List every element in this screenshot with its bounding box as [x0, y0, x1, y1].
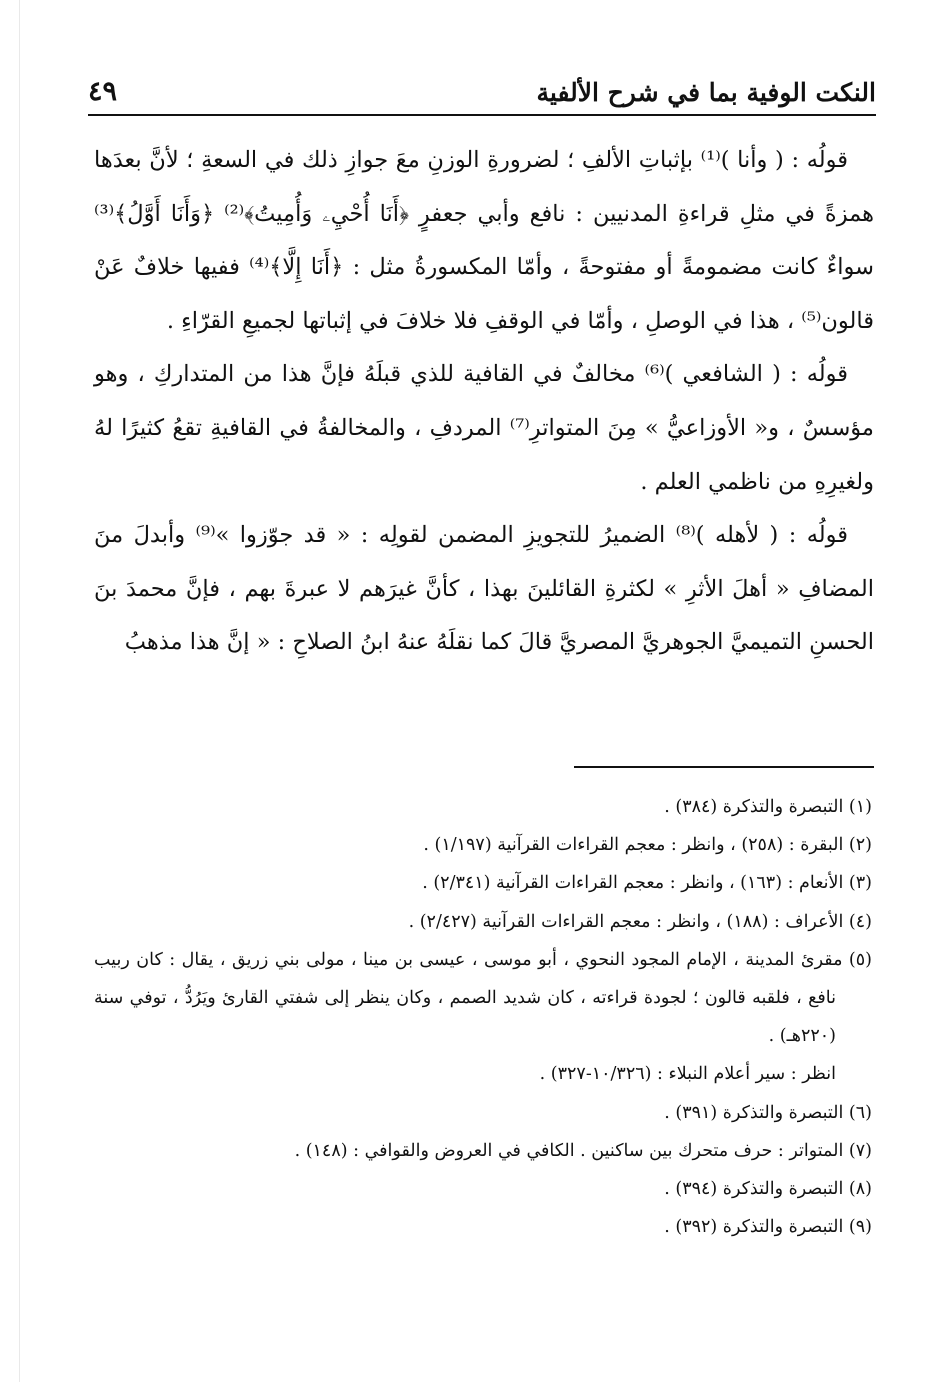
footnote-7: (٧) المتواتر : حرف متحرك بين ساكنين . الكافي في العروض والقوافي : (١٤٨) . [294, 1140, 872, 1161]
footnote-3: (٣) الأنعام : (١٦٣) ، وانظر : معجم القراءات القرآنية (٢/٣٤١) . [422, 873, 872, 894]
paragraph-wa-ana: قولُه : ( وأنا )⁽¹⁾ بإثباتِ الألفِ ؛ لضرورةِ الوزنِ معَ جوازِ ذلك في السعةِ ؛ لأنَّ بعدَها همزةً في مثلِ قراءةِ المدنيين : نافع وأبي جعفرٍ ﴿أَنَا أُحْيِۦ وَأُمِيتُ﴾⁽²⁾ ﴿وَأَنَا أَوَّلُ﴾⁽³⁾ سواءٌ كانت مضمومةً أو مفتوحةً ، وأمّا المكسورةُ مثل : ﴿أَنَا إِلَّا﴾⁽⁴⁾ ففيها خلافٌ عَنْ قالون⁽⁵⁾ ، هذا في الوصلِ ، وأمّا في الوقفِ فلا خلافَ في إثباتها لجميعِ القرّاءِ . [94, 147, 874, 334]
footnote-2: (٢) البقرة : (٢٥٨) ، وانظر : معجم القراءات القرآنية (١/١٩٧) . [423, 835, 872, 856]
footnote-5-reference: انظر : سير أعلام النبلاء : (١٠/٣٢٦-٣٢٧) . [539, 1064, 836, 1085]
footnote-5: (٥) مقرئ المدينة ، الإمام المجود النحوي ، أبو موسى ، عيسى بن مينا ، مولى بني زريق ، يقال : كان ربيب نافع ، فلقبه قالون ؛ لجودة قراءته ، كان شديد الصمم ، وكان ينظر إلى شفتي القارئ ويَرُدُّ ، توفي سنة (٢٢٠هـ) . [94, 949, 872, 1047]
footnote-4: (٤) الأعراف : (١٨٨) ، وانظر : معجم القراءات القرآنية (٢/٤٢٧) . [408, 911, 872, 932]
page-header [88, 58, 876, 116]
footnote-9: (٩) التبصرة والتذكرة (٣٩٢) . [664, 1217, 872, 1238]
footnote-6: (٦) التبصرة والتذكرة (٣٩١) . [664, 1102, 872, 1123]
page-number: ٤٩ [88, 75, 118, 107]
paragraph-al-shafii: قولُه : ( الشافعي )⁽⁶⁾ مخالفٌ في القافية للذي قبلَهُ فإنَّ هذا من المتداركِ ، وهو مؤسسٌ ، و« الأوزاعيُّ » مِنَ المتواترِ⁽⁷⁾ المردفِ ، والمخالفةُ في القافيةِ تقعُ كثيرًا لهُ ولغيرِهِ من ناظمي العلم . [94, 361, 874, 495]
main-text [94, 134, 874, 670]
footnote-separator [574, 766, 874, 768]
footnote-8: (٨) التبصرة والتذكرة (٣٩٤) . [664, 1179, 872, 1200]
paragraph-li-ahlihi: قولُه : ( لأهله )⁽⁸⁾ الضميرُ للتجويزِ المضمن لقولِه : « قد جوّزوا »⁽⁹⁾ وأبدلَ منَ المضافِ « أهلَ الأثرِ » لكثرةِ القائلينَ بهذا ، كأنَّ غيرَهم لا عبرةَ بهم ، فإنَّ محمدَ بنَ الحسنِ التميميَّ الجوهريَّ المصريَّ قالَ كما نقلَهُ عنهُ ابنُ الصلاحِ : « إنَّ هذا مذهبُ [94, 522, 874, 656]
running-title: النكت الوفية بما في شرح الألفية [536, 78, 876, 107]
footnote-1: (١) التبصرة والتذكرة (٣٨٤) . [664, 797, 872, 817]
footnotes [94, 788, 872, 1246]
